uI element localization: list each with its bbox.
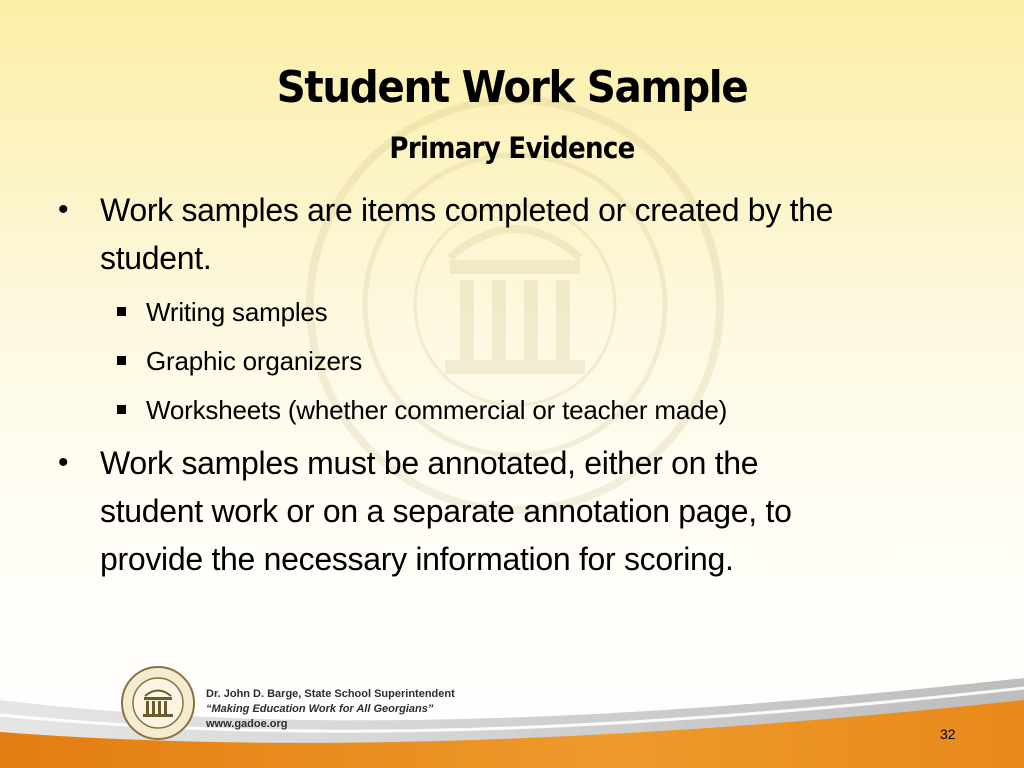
bullet-dot: •	[58, 193, 69, 226]
sub-bullet-label: Worksheets (whether commercial or teacher made)	[146, 395, 728, 425]
footer-website-link[interactable]: www.gadoe.org	[206, 718, 288, 730]
page-number: 32	[940, 726, 956, 742]
doe-seal-logo	[120, 665, 196, 741]
slide-subtitle: Primary Evidence	[389, 131, 635, 165]
bullet-line: Work samples are items completed or created by the	[100, 192, 834, 228]
sub-bullet-graphic-organizers	[58, 337, 978, 386]
sub-bullet-label: Graphic organizers	[146, 346, 363, 376]
bullet-work-samples-definition	[58, 186, 978, 282]
square-bullet	[117, 356, 126, 365]
slide-title: Student Work Sample	[276, 62, 748, 113]
sub-bullet-label: Writing samples	[146, 297, 328, 327]
footer-superintendent: Dr. John D. Barge, State School Superintendent	[206, 688, 455, 700]
bullet-line: provide the necessary information for scoring.	[100, 541, 734, 577]
sub-bullet-worksheets	[58, 386, 978, 435]
footer-motto: “Making Education Work for All Georgians”	[206, 703, 434, 715]
bullet-line: student work or on a separate annotation page, to	[100, 493, 792, 529]
square-bullet	[117, 405, 126, 414]
bullet-dot: •	[58, 446, 69, 479]
bullet-annotation-requirement	[58, 439, 978, 583]
bullet-line: student.	[100, 240, 212, 276]
square-bullet	[117, 307, 126, 316]
slide-content	[58, 186, 978, 583]
bullet-line: Work samples must be annotated, either on the	[100, 445, 759, 481]
footer-credits	[206, 687, 455, 732]
sub-bullet-writing-samples	[58, 288, 978, 337]
